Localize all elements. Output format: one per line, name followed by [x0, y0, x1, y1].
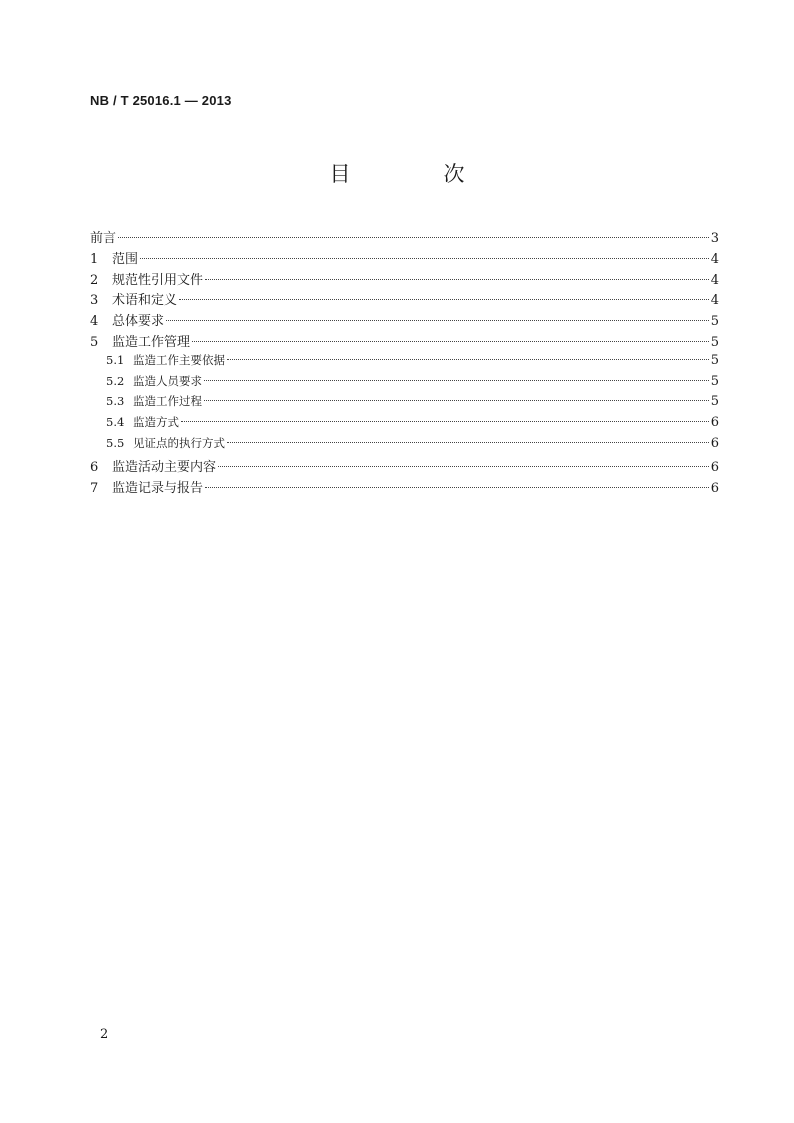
toc-leader-dots — [227, 442, 709, 443]
toc-entry-label: 监造记录与报告 — [112, 480, 204, 496]
toc-leader-dots — [218, 466, 709, 467]
toc-leader-dots — [205, 487, 709, 488]
toc-entry-number: 5.5 — [106, 435, 125, 450]
toc-entry-label: 监造人员要求 — [133, 373, 202, 388]
toc-entry-page: 6 — [710, 415, 719, 431]
toc-entry[interactable] — [90, 227, 719, 248]
toc-entry[interactable] — [90, 248, 719, 269]
toc-entry[interactable] — [90, 414, 719, 435]
toc-leader-dots — [140, 258, 709, 259]
toc-entry-label: 规范性引用文件 — [112, 272, 204, 288]
toc-entry-number: 4 — [90, 314, 99, 330]
toc-entry-label: 前言 — [90, 231, 117, 246]
toc-entry-number: 5.2 — [106, 373, 125, 388]
toc-entry-label: 监造工作管理 — [112, 334, 191, 350]
toc-entry-page: 3 — [710, 231, 719, 246]
toc-entry[interactable] — [90, 289, 719, 310]
toc-entry-label: 监造工作过程 — [133, 394, 202, 409]
toc-entry[interactable] — [90, 331, 719, 352]
toc-entry-number: 5.3 — [106, 394, 125, 409]
toc-entry[interactable] — [90, 269, 719, 290]
toc-entry-page: 5 — [710, 394, 719, 410]
toc-entry-number: 3 — [90, 293, 99, 309]
toc-entry-page: 4 — [710, 251, 719, 267]
toc-leader-dots — [118, 237, 709, 238]
page-title: 目 次 — [329, 162, 501, 186]
toc-entry-number: 5 — [90, 334, 99, 350]
toc-entry-label: 见证点的执行方式 — [133, 435, 225, 450]
toc-entry-number: 5.4 — [106, 415, 125, 430]
toc-entry-number: 7 — [90, 480, 99, 496]
toc-leader-dots — [204, 380, 709, 381]
toc-leader-dots — [192, 341, 709, 342]
standard-code: NB / T 25016.1 — 2013 — [90, 93, 232, 108]
toc-leader-dots — [179, 299, 709, 300]
toc-entry-label: 监造活动主要内容 — [112, 459, 217, 475]
toc-entry-label: 监造工作主要依据 — [133, 352, 225, 367]
toc-entry-page: 5 — [710, 314, 719, 330]
toc-entry[interactable] — [90, 477, 719, 498]
page-number: 2 — [100, 1027, 109, 1042]
toc-entry-number: 5.1 — [106, 352, 125, 367]
toc-entry-number: 2 — [90, 272, 99, 288]
toc-entry[interactable] — [90, 435, 719, 456]
toc-entry-page: 4 — [710, 293, 719, 309]
toc-entry-page: 4 — [710, 272, 719, 288]
toc-leader-dots — [227, 359, 709, 360]
toc-entry-page: 5 — [710, 352, 719, 368]
toc-entry-label: 范围 — [112, 251, 139, 267]
toc-entry-page: 5 — [710, 334, 719, 350]
toc-entry[interactable] — [90, 456, 719, 477]
table-of-contents — [90, 227, 719, 497]
toc-entry[interactable] — [90, 373, 719, 394]
toc-entry-number: 6 — [90, 459, 99, 475]
toc-leader-dots — [166, 320, 709, 321]
toc-entry-page: 5 — [710, 373, 719, 389]
toc-leader-dots — [205, 279, 709, 280]
toc-entry-page: 6 — [710, 480, 719, 496]
toc-entry-page: 6 — [710, 459, 719, 475]
toc-entry[interactable] — [90, 393, 719, 414]
toc-entry-number: 1 — [90, 251, 99, 267]
toc-entry-label: 术语和定义 — [112, 293, 178, 309]
toc-entry-page: 6 — [710, 435, 719, 451]
toc-leader-dots — [204, 400, 709, 401]
toc-entry[interactable] — [90, 352, 719, 373]
toc-entry[interactable] — [90, 310, 719, 331]
toc-entry-label: 总体要求 — [112, 314, 165, 330]
toc-leader-dots — [181, 421, 709, 422]
toc-entry-label: 监造方式 — [133, 415, 179, 430]
